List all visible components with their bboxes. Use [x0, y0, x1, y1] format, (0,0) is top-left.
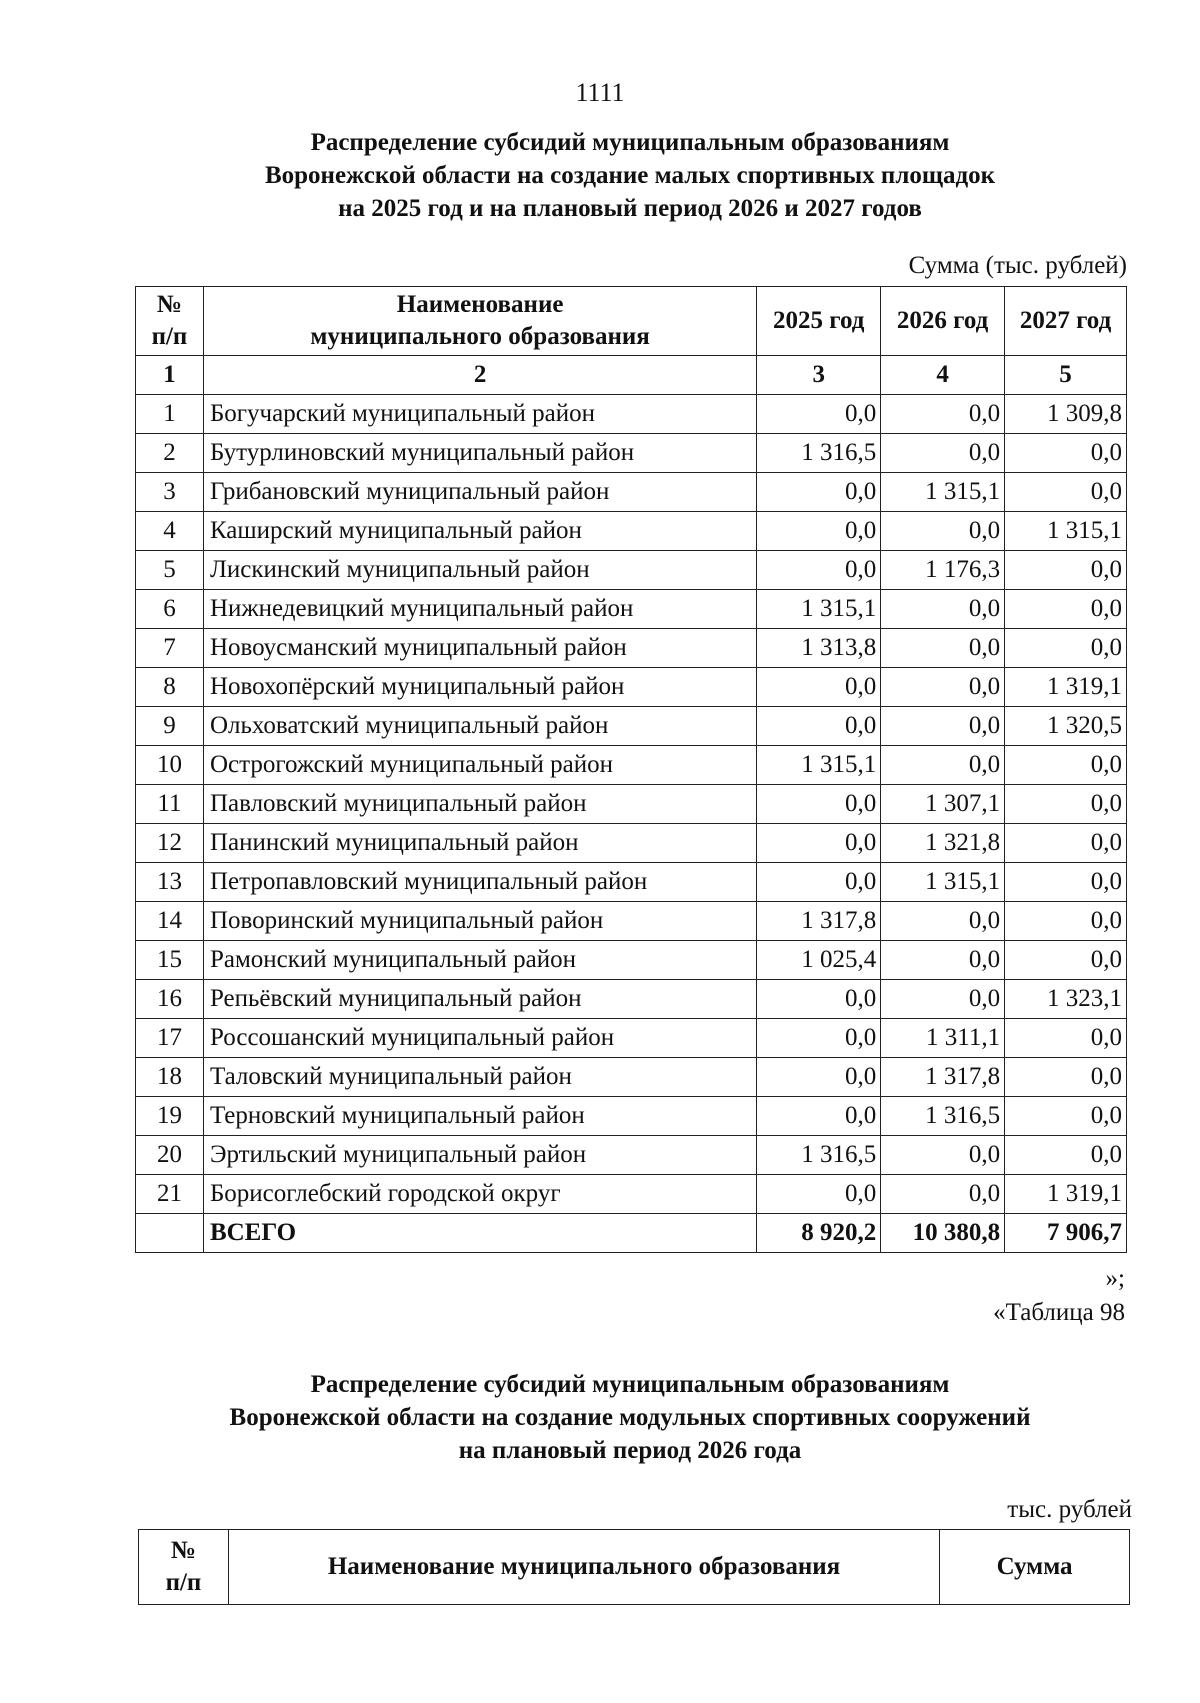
total-row	[136, 1214, 1127, 1253]
row-number: 4	[136, 512, 204, 551]
row-number: 13	[136, 863, 204, 902]
row-value-2027: 1 320,5	[1005, 707, 1127, 746]
row-value-2025: 1 316,5	[757, 434, 881, 473]
table-row	[136, 1097, 1127, 1136]
table-row	[136, 785, 1127, 824]
row-municipality-name: Новохопёрский муниципальный район	[203, 668, 756, 707]
row-value-2026: 1 317,8	[881, 1058, 1005, 1097]
row-value-2026: 1 315,1	[881, 473, 1005, 512]
header-2025: 2025 год	[757, 287, 881, 356]
row-value-2026: 0,0	[881, 395, 1005, 434]
row-municipality-name: Лискинский муниципальный район	[203, 551, 756, 590]
row-number: 7	[136, 629, 204, 668]
row-value-2027: 0,0	[1005, 1058, 1127, 1097]
row-number: 16	[136, 980, 204, 1019]
row-value-2026: 0,0	[881, 707, 1005, 746]
column-number: 1	[136, 356, 204, 395]
table-row	[136, 629, 1127, 668]
column-number: 3	[757, 356, 881, 395]
row-number: 14	[136, 902, 204, 941]
row-value-2026: 1 307,1	[881, 785, 1005, 824]
row-municipality-name: Репьёвский муниципальный район	[203, 980, 756, 1019]
row-municipality-name: Терновский муниципальный район	[203, 1097, 756, 1136]
row-value-2026: 0,0	[881, 980, 1005, 1019]
row-value-2026: 1 176,3	[881, 551, 1005, 590]
table-row	[136, 863, 1127, 902]
row-value-2025: 0,0	[757, 980, 881, 1019]
row-value-2025: 1 315,1	[757, 590, 881, 629]
row-value-2026: 1 315,1	[881, 863, 1005, 902]
table-row	[136, 746, 1127, 785]
row-municipality-name: Рамонский муниципальный район	[203, 941, 756, 980]
table-row	[136, 941, 1127, 980]
row-value-2027: 0,0	[1005, 902, 1127, 941]
row-value-2025: 1 025,4	[757, 941, 881, 980]
row-municipality-name: Новоусманский муниципальный район	[203, 629, 756, 668]
row-number: 1	[136, 395, 204, 434]
column-number: 4	[881, 356, 1005, 395]
total-number	[136, 1214, 204, 1253]
row-municipality-name: Грибановский муниципальный район	[203, 473, 756, 512]
table2-header-name: Наименование муниципального образования	[228, 1530, 939, 1605]
table1-title-line: Воронежской области на создание малых спортивных площадок	[264, 162, 996, 189]
row-number: 6	[136, 590, 204, 629]
row-value-2027: 0,0	[1005, 941, 1127, 980]
header-2026: 2026 год	[881, 287, 1005, 356]
row-municipality-name: Панинский муниципальный район	[203, 824, 756, 863]
row-value-2025: 0,0	[757, 1175, 881, 1214]
row-municipality-name: Павловский муниципальный район	[203, 785, 756, 824]
row-value-2025: 0,0	[757, 824, 881, 863]
table-row	[136, 1175, 1127, 1214]
row-value-2027: 0,0	[1005, 551, 1127, 590]
row-value-2027: 0,0	[1005, 863, 1127, 902]
table-row	[136, 707, 1127, 746]
row-value-2025: 0,0	[757, 863, 881, 902]
row-municipality-name: Борисоглебский городской округ	[203, 1175, 756, 1214]
row-value-2027: 0,0	[1005, 1136, 1127, 1175]
row-number: 18	[136, 1058, 204, 1097]
row-number: 10	[136, 746, 204, 785]
column-number: 5	[1005, 356, 1127, 395]
row-value-2027: 1 315,1	[1005, 512, 1127, 551]
row-value-2027: 0,0	[1005, 473, 1127, 512]
table-row	[136, 824, 1127, 863]
row-value-2026: 1 316,5	[881, 1097, 1005, 1136]
row-value-2025: 1 315,1	[757, 746, 881, 785]
table-row	[136, 980, 1127, 1019]
row-number: 9	[136, 707, 204, 746]
row-value-2025: 0,0	[757, 395, 881, 434]
row-number: 21	[136, 1175, 204, 1214]
total-2026: 10 380,8	[881, 1214, 1005, 1253]
table-row	[136, 902, 1127, 941]
table-row	[136, 434, 1127, 473]
row-value-2025: 0,0	[757, 1097, 881, 1136]
row-municipality-name: Таловский муниципальный район	[203, 1058, 756, 1097]
table-row	[136, 551, 1127, 590]
row-municipality-name: Эртильский муниципальный район	[203, 1136, 756, 1175]
row-value-2026: 0,0	[881, 629, 1005, 668]
row-value-2027: 1 319,1	[1005, 668, 1127, 707]
row-municipality-name: Богучарский муниципальный район	[203, 395, 756, 434]
row-number: 3	[136, 473, 204, 512]
table1-unit: Сумма (тыс. рублей)	[908, 252, 1127, 279]
row-municipality-name: Каширский муниципальный район	[203, 512, 756, 551]
table-row	[136, 668, 1127, 707]
table2-caption: «Таблица 98	[993, 1299, 1125, 1326]
row-municipality-name: Ольховатский муниципальный район	[203, 707, 756, 746]
table2-unit: тыс. рублей	[1007, 1496, 1132, 1523]
table-row	[136, 512, 1127, 551]
total-2025: 8 920,2	[757, 1214, 881, 1253]
total-2027: 7 906,7	[1005, 1214, 1127, 1253]
row-value-2027: 0,0	[1005, 1019, 1127, 1058]
table2-title-line: Распределение субсидий муниципальным образованиям	[310, 1371, 950, 1398]
row-value-2026: 1 321,8	[881, 824, 1005, 863]
row-value-2027: 0,0	[1005, 629, 1127, 668]
row-municipality-name: Петропавловский муниципальный район	[203, 863, 756, 902]
row-value-2026: 0,0	[881, 902, 1005, 941]
row-municipality-name: Нижнедевицкий муниципальный район	[203, 590, 756, 629]
row-value-2025: 0,0	[757, 512, 881, 551]
total-label: ВСЕГО	[203, 1214, 756, 1253]
row-number: 11	[136, 785, 204, 824]
row-number: 19	[136, 1097, 204, 1136]
row-value-2027: 1 319,1	[1005, 1175, 1127, 1214]
table-row	[136, 1019, 1127, 1058]
row-value-2026: 0,0	[881, 512, 1005, 551]
row-value-2027: 0,0	[1005, 785, 1127, 824]
header-2027: 2027 год	[1005, 287, 1127, 356]
table-header-row	[136, 287, 1127, 356]
row-municipality-name: Поворинский муниципальный район	[203, 902, 756, 941]
column-numbers-row	[136, 356, 1127, 395]
row-value-2025: 0,0	[757, 473, 881, 512]
row-value-2025: 0,0	[757, 668, 881, 707]
row-value-2026: 0,0	[881, 1136, 1005, 1175]
table-row	[136, 395, 1127, 434]
row-municipality-name: Россошанский муниципальный район	[203, 1019, 756, 1058]
table1-title-line: Распределение субсидий муниципальным образованиям	[310, 129, 950, 156]
row-value-2027: 0,0	[1005, 1097, 1127, 1136]
row-value-2026: 0,0	[881, 941, 1005, 980]
page-number: 1111	[575, 78, 625, 107]
row-value-2025: 0,0	[757, 1019, 881, 1058]
row-value-2025: 1 313,8	[757, 629, 881, 668]
row-value-2026: 0,0	[881, 668, 1005, 707]
row-number: 5	[136, 551, 204, 590]
row-number: 15	[136, 941, 204, 980]
row-municipality-name: Бутурлиновский муниципальный район	[203, 434, 756, 473]
table-row	[136, 590, 1127, 629]
subsidy-table-sports-grounds	[135, 286, 1127, 1253]
row-value-2025: 1 316,5	[757, 1136, 881, 1175]
table2-title-line: на плановый период 2026 года	[458, 1437, 802, 1464]
row-number: 17	[136, 1019, 204, 1058]
table2-header-sum: Сумма	[940, 1530, 1130, 1605]
table2-title	[130, 1368, 1130, 1467]
subsidy-table-modular-facilities	[138, 1529, 1130, 1605]
row-value-2025: 0,0	[757, 785, 881, 824]
table-row	[136, 473, 1127, 512]
row-value-2026: 0,0	[881, 434, 1005, 473]
table1-title-line: на 2025 год и на плановый период 2026 и 2027 годов	[338, 195, 922, 222]
row-value-2027: 0,0	[1005, 746, 1127, 785]
row-value-2025: 0,0	[757, 551, 881, 590]
row-value-2026: 0,0	[881, 1175, 1005, 1214]
row-number: 2	[136, 434, 204, 473]
table1-title	[130, 126, 1130, 225]
row-value-2027: 1 309,8	[1005, 395, 1127, 434]
row-value-2026: 1 311,1	[881, 1019, 1005, 1058]
row-value-2025: 0,0	[757, 707, 881, 746]
table-row	[136, 1136, 1127, 1175]
row-number: 20	[136, 1136, 204, 1175]
row-value-2025: 1 317,8	[757, 902, 881, 941]
closing-quote: »;	[1105, 1265, 1125, 1292]
row-number: 12	[136, 824, 204, 863]
row-value-2026: 0,0	[881, 590, 1005, 629]
header-number: № п/п	[136, 287, 204, 356]
row-municipality-name: Острогожский муниципальный район	[203, 746, 756, 785]
table2-title-line: Воронежской области на создание модульных спортивных сооружений	[229, 1404, 1031, 1431]
row-number: 8	[136, 668, 204, 707]
table-row	[136, 1058, 1127, 1097]
row-value-2027: 0,0	[1005, 590, 1127, 629]
closing-block	[993, 1262, 1125, 1330]
table2-header-number: № п/п	[139, 1530, 229, 1605]
row-value-2027: 1 323,1	[1005, 980, 1127, 1019]
header-name: Наименование муниципального образования	[203, 287, 756, 356]
row-value-2027: 0,0	[1005, 434, 1127, 473]
row-value-2027: 0,0	[1005, 824, 1127, 863]
table2-header-row	[139, 1530, 1130, 1605]
column-number: 2	[203, 356, 756, 395]
row-value-2026: 0,0	[881, 746, 1005, 785]
row-value-2025: 0,0	[757, 1058, 881, 1097]
